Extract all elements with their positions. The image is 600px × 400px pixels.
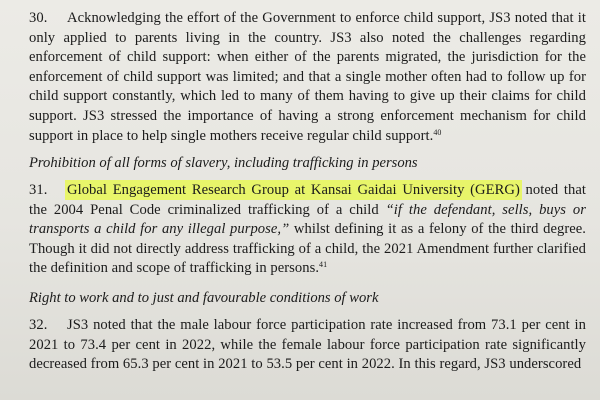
paragraph-text: JS3 noted that the male labour force participation rate increased from 73.1 per cent in 2021 to 73.4 per cent in 2022, while the female labour force participation rate significantly decreased from 65.3 per cent in 2021 to 53.5 per cent in 2022. In this regard, JS3 underscored (29, 317, 586, 373)
paragraph-text: noted that the 2004 Penal Code criminalized trafficking of a child (29, 182, 586, 218)
paragraph-number: 32. (29, 317, 48, 333)
paragraph-31 (29, 181, 586, 279)
section-heading-work: Right to work and to just and favourable conditions of work (29, 290, 379, 306)
quoted-definition: “if the defendant, sells, buys or transports a child for any illegal purpose,” (29, 201, 586, 238)
paragraph-text: Acknowledging the effort of the Government to enforce child support, JS3 noted that it only applied to parents living in the country. JS3 also noted the challenges regarding enforcement of child support: when either of the parents migrated, the jurisdiction for the enforcement of child support was limited; and that a single mother often had to follow up for child support constantly, which led to many of them having to give up their claims for child support. JS3 stressed the importance of having a strong enforcement mechanism for child support in place to help single mothers receive regular child support. (29, 10, 586, 144)
paragraph-32 (29, 316, 586, 375)
footnote-ref: 41 (319, 260, 328, 270)
footnote-ref: 40 (433, 127, 442, 137)
section-heading-slavery: Prohibition of all forms of slavery, including trafficking in persons (29, 155, 418, 171)
highlighted-text: Global Engagement Research Group at Kansai Gaidai University (GERG) (67, 182, 520, 198)
paragraph-text: whilst defining it as a felony of the third degree. Though it did not directly address trafficking of a child, the 2021 Amendment further clarified the definition and scope of trafficking in persons. (29, 221, 586, 277)
paragraph-number: 30. (29, 10, 48, 26)
paragraph-number: 31. (29, 182, 48, 198)
paragraph-30 (29, 9, 586, 146)
